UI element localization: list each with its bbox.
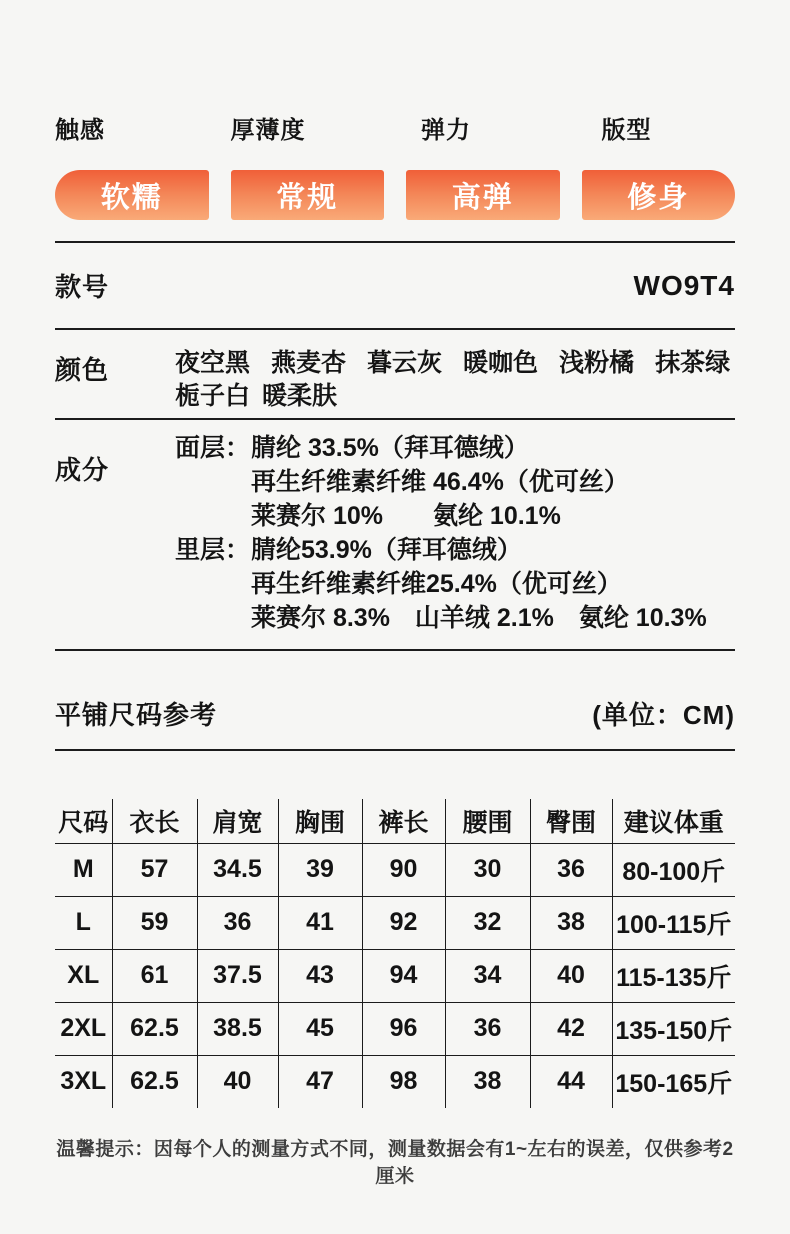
color-line	[175, 380, 735, 413]
size-cell: 98	[362, 1055, 445, 1108]
attribute-badge: 修身	[582, 170, 736, 220]
size-cell: 38	[530, 896, 612, 949]
composition-content	[175, 431, 735, 635]
size-cell: 36	[445, 1002, 530, 1055]
size-column-header: 衣长	[112, 799, 197, 843]
size-cell: 2XL	[55, 1002, 112, 1055]
color-name: 浅粉橘	[559, 349, 635, 377]
size-cell: 90	[362, 843, 445, 896]
size-cell: 62.5	[112, 1055, 197, 1108]
layer-lines	[251, 533, 735, 635]
size-cell: 38.5	[197, 1002, 278, 1055]
size-column-header: 胸围	[278, 799, 362, 843]
size-cell: 34.5	[197, 843, 278, 896]
attribute-badge: 高弹	[406, 170, 560, 220]
size-cell: 57	[112, 843, 197, 896]
color-name: 燕麦杏	[271, 349, 347, 377]
size-cell: 3XL	[55, 1055, 112, 1108]
attribute-label: 厚薄度	[230, 117, 306, 144]
section-divider	[55, 749, 735, 751]
size-cell: 43	[278, 949, 362, 1002]
size-cell: 47	[278, 1055, 362, 1108]
size-cell: 150-165斤	[615, 1069, 733, 1098]
attribute-touch	[55, 110, 209, 220]
size-table-row	[55, 896, 735, 949]
size-cell: 135-150斤	[612, 1002, 735, 1055]
size-cell: 44	[530, 1055, 612, 1108]
size-cell: 96	[362, 1002, 445, 1055]
composition-line: 莱赛尔 8.3% 山羊绒 2.1% 氨纶 10.3%	[251, 604, 707, 632]
size-cell: 61	[112, 949, 197, 1002]
color-name: 暖咖色	[463, 349, 539, 377]
size-cell: M	[55, 843, 112, 896]
attribute-badge: 软糯	[55, 170, 209, 220]
composition-line: 莱赛尔 10% 氨纶 10.1%	[251, 502, 561, 530]
size-cell: 41	[278, 896, 362, 949]
size-column-header: 尺码	[55, 799, 112, 843]
size-unit: (单位：CM)	[592, 700, 735, 730]
size-table	[55, 799, 735, 1108]
size-section-title: 平铺尺码参考	[55, 700, 218, 730]
size-cell: 100-115斤	[612, 896, 735, 949]
attribute-section	[55, 110, 735, 220]
size-table-row	[55, 949, 735, 1002]
size-cell: 115-135斤	[612, 949, 735, 1002]
size-column-header: 建议体重	[612, 799, 735, 843]
composition-line: 再生纤维素纤维 46.4%（优可丝）	[251, 468, 629, 496]
size-column-header: 腰围	[445, 799, 530, 843]
attribute-label: 版型	[601, 117, 652, 144]
size-cell: XL	[55, 949, 112, 1002]
size-cell: 36	[530, 843, 612, 896]
attribute-badge: 常规	[231, 170, 385, 220]
colors-label: 颜色	[55, 355, 110, 385]
color-name: 夜空黑	[175, 349, 251, 377]
size-cell: 32	[445, 896, 530, 949]
size-table-header-row	[55, 799, 735, 843]
model-number: WO9T4	[633, 269, 735, 301]
composition-label: 成分	[55, 455, 110, 485]
color-name: 栀子白	[175, 382, 251, 410]
composition-line: 腈纶 33.5%（拜耳德绒）	[251, 434, 529, 462]
size-cell: 40	[197, 1055, 278, 1108]
attribute-elasticity	[406, 110, 560, 220]
inner-layer	[175, 533, 735, 635]
size-table-row	[55, 843, 735, 896]
size-cell: 94	[362, 949, 445, 1002]
attribute-thickness	[231, 110, 385, 220]
layer-name: 里层：	[175, 536, 251, 564]
size-cell: 30	[445, 843, 530, 896]
size-cell: 38	[445, 1055, 530, 1108]
size-section-header	[55, 651, 735, 749]
model-row	[55, 243, 735, 328]
size-cell: 37.5	[197, 949, 278, 1002]
attribute-fit	[582, 110, 736, 220]
measurement-note: 温馨提示：因每个人的测量方式不同，测量数据会有1~左右的误差，仅供参考2厘米	[56, 1139, 734, 1187]
outer-layer	[175, 431, 735, 533]
composition-line: 腈纶53.9%（拜耳德绒）	[251, 536, 522, 564]
size-cell: 36	[197, 896, 278, 949]
composition-row	[55, 420, 735, 649]
color-name: 暖柔肤	[262, 382, 338, 410]
size-cell: 62.5	[112, 1002, 197, 1055]
size-column-header: 肩宽	[197, 799, 278, 843]
size-cell: 40	[530, 949, 612, 1002]
colors-row	[55, 330, 735, 418]
color-name: 暮云灰	[367, 349, 443, 377]
composition-line: 再生纤维素纤维25.4%（优可丝）	[251, 570, 622, 598]
size-cell: 80-100斤	[612, 843, 735, 896]
size-cell: 34	[445, 949, 530, 1002]
size-cell: 45	[278, 1002, 362, 1055]
color-list	[175, 347, 735, 413]
size-cell: 59	[112, 896, 197, 949]
model-label: 款号	[55, 272, 110, 302]
layer-name: 面层：	[175, 434, 251, 462]
size-table-row	[55, 1055, 735, 1108]
color-name: 抹茶绿	[655, 349, 731, 377]
size-column-header: 臀围	[530, 799, 612, 843]
color-line	[175, 347, 735, 380]
size-cell: 39	[278, 843, 362, 896]
size-cell: 92	[362, 896, 445, 949]
attribute-label: 触感	[55, 117, 105, 144]
size-column-header: 裤长	[362, 799, 445, 843]
attribute-label: 弹力	[421, 117, 471, 144]
size-cell: 42	[530, 1002, 612, 1055]
size-table-row	[55, 1002, 735, 1055]
size-cell: L	[55, 896, 112, 949]
layer-lines	[251, 431, 735, 533]
